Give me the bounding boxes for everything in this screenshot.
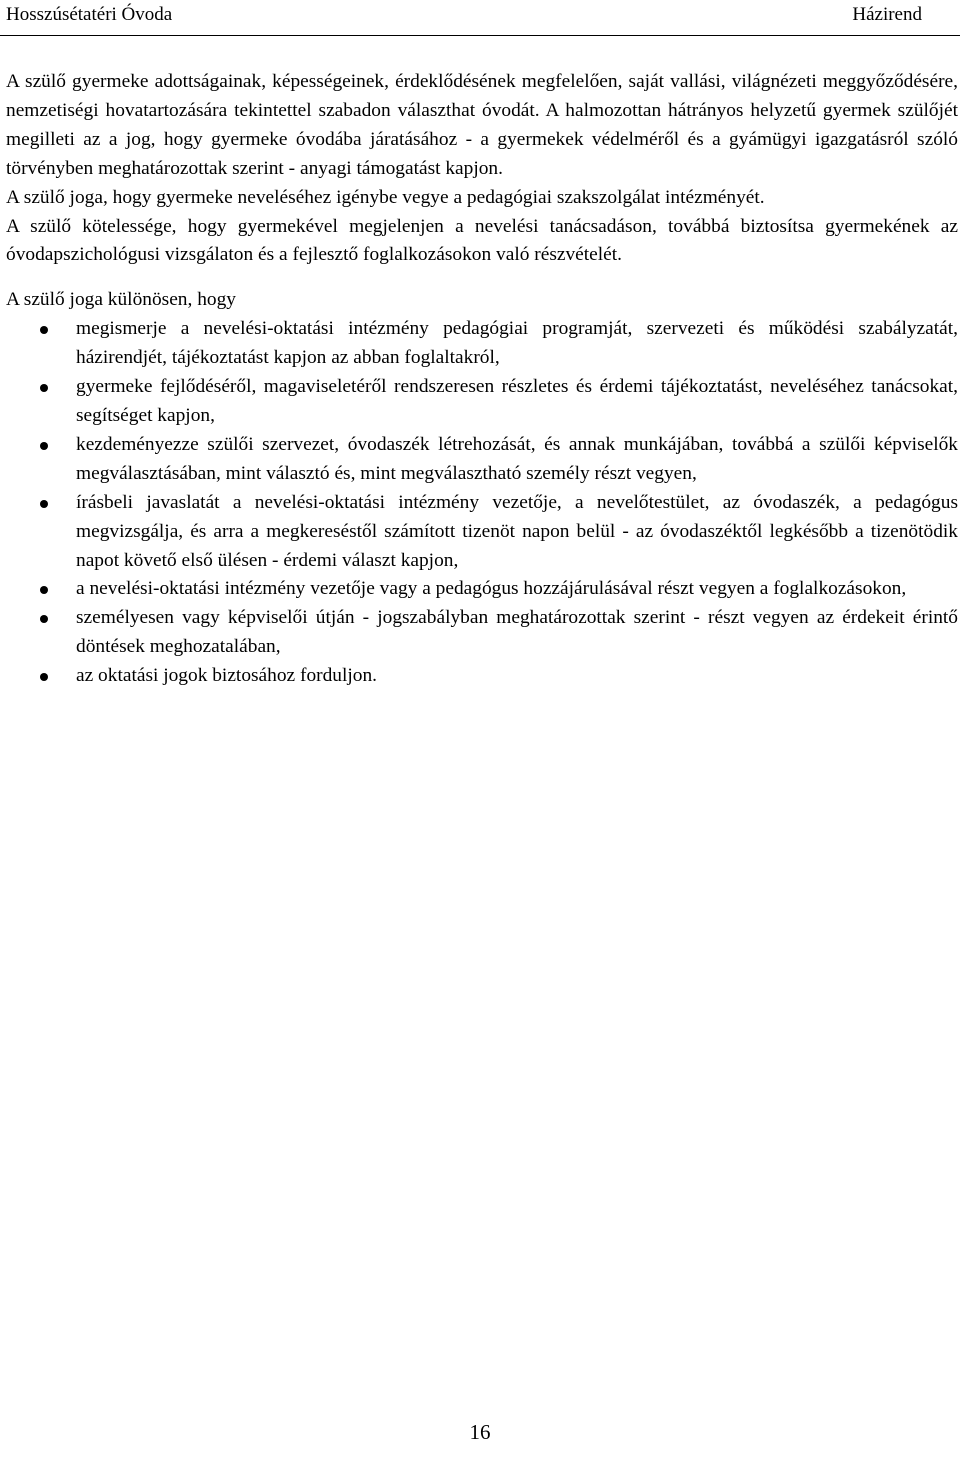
bullet-icon [40, 384, 48, 392]
header-document-title: Házirend [852, 4, 922, 25]
bullet-icon [40, 442, 48, 450]
page-number: 16 [469, 1420, 491, 1444]
list-item [6, 489, 958, 576]
header-institution-name: Hosszúsétatéri Óvoda [6, 4, 173, 25]
list-item-text: kezdeményezze szülői szervezet, óvodaszék létrehozását, és annak munkájában, továbbá a szülői képviselők megválasztásában, mint választó és, mint megválasztható személy részt vegyen, [76, 433, 958, 484]
bullet-icon [40, 615, 48, 623]
paragraph-specialist-service: A szülő joga, hogy gyermeke neveléséhez igénybe vegye a pedagógiai szakszolgálat intézményét. [6, 186, 765, 208]
list-item-text: gyermeke fejlődéséről, magaviseletéről rendszeresen részletes és érdemi tájékoztatást, neveléséhez tanácsokat, segítséget kapjon, [76, 376, 958, 426]
paragraph-parent-obligation: A szülő kötelessége, hogy gyermekével megjelenjen a nevelési tanácsadáson, továbbá biztosítsa gyermekének az óvodapszichológusi vizsgálaton és a fejlesztő foglalkozásokon való részvételét. [6, 215, 958, 266]
list-item [6, 662, 958, 691]
list-item [6, 315, 958, 373]
list-item-text: írásbeli javaslatát a nevelési-oktatási intézmény vezetője, a nevelőtestület, az óvodaszék, a pedagógus megvizsgálja, és arra a megkereséstől számított tizenöt napon belül - az óvodaszéktől legkésőbb a tizenötödik napot követő első ülésen - érdemi választ kapjon, [76, 491, 958, 571]
list-item-text: az oktatási jogok biztosához forduljon. [76, 665, 378, 687]
bullet-icon [40, 500, 48, 508]
page-body [6, 68, 958, 691]
rights-list [6, 315, 958, 691]
header-divider [0, 35, 960, 36]
bullet-icon [40, 586, 48, 594]
list-item [6, 431, 958, 489]
rights-intro: A szülő joga különösen, hogy [6, 289, 236, 311]
bullet-icon [40, 673, 48, 681]
list-item [6, 373, 958, 431]
list-item-text: megismerje a nevelési-oktatási intézmény pedagógiai programját, szervezeti és működési szabályzatát, házirendjét, tájékoztatást kapjon az abban foglaltakról, [76, 318, 958, 369]
paragraph-school-choice: A szülő gyermeke adottságainak, képességeinek, érdeklődésének megfelelően, saját vallási, világnézeti meggyőződésére, nemzetiségi hovatartozására tekintettel szabadon választhat óvodát. A halmozottan hátrányos helyzetű gyermek szülőjét megilleti az a jog, hogy gyermeke óvodába járatásához - a gyermekek védelméről és a gyámügyi igazgatásról szóló törvényben meghatározottak szerint - anyagi támogatást kapjon. [6, 71, 958, 179]
list-item-text: a nevelési-oktatási intézmény vezetője vagy a pedagógus hozzájárulásával részt vegyen a foglalkozásokon, [76, 578, 907, 600]
list-item-text: személyesen vagy képviselői útján - jogszabályban meghatározottak szerint - részt vegyen az érdekeit érintő döntések meghozatalában, [76, 607, 958, 658]
list-item [6, 604, 958, 662]
bullet-icon [40, 326, 48, 334]
list-item [6, 575, 958, 604]
page-header [0, 0, 960, 34]
